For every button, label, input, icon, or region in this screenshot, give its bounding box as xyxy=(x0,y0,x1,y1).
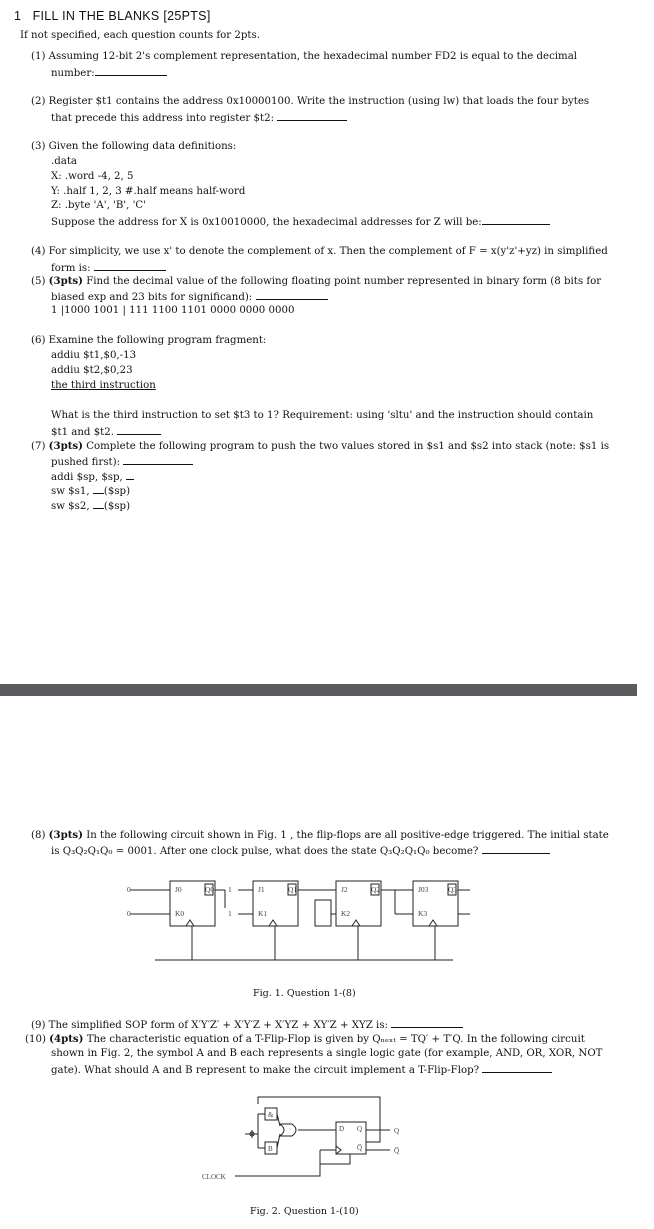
q5-line1: (5) (3pts) Find the decimal value of the following floating point number represented in binary form (8 bits for xyxy=(31,275,602,287)
instructions-text: If not specified, each question counts for 2pts. xyxy=(20,30,260,41)
q8-line2: is Q₃Q₂Q₁Q₀ = 0001. After one clock pulse, what does the state Q₃Q₂Q₁Q₀ become? xyxy=(51,844,550,858)
q7-blank-b[interactable] xyxy=(93,484,104,494)
ff1-k-label: K1 xyxy=(258,909,268,918)
t-flip-flop-diagram xyxy=(200,1094,410,1194)
q4-answer-blank[interactable] xyxy=(94,261,166,271)
q8-points: (3pts) xyxy=(48,829,83,841)
section-number: 1 xyxy=(14,9,22,23)
q10-answer-blank[interactable] xyxy=(482,1063,552,1073)
q2-line1: (2) Register $t1 contains the address 0x10000100. Write the instruction (using lw) that loads the four bytes xyxy=(31,96,590,107)
q6-code-1: addiu $t2,$0,23 xyxy=(51,365,133,376)
q7-line2: pushed first): xyxy=(51,455,193,469)
page-separator-edge xyxy=(637,684,654,696)
figure-1-caption: Fig. 1. Question 1-(8) xyxy=(253,988,356,999)
q5-answer-blank[interactable] xyxy=(256,290,328,300)
ff2-j-label: J2 xyxy=(341,885,348,894)
ff2-q-label: Q2 xyxy=(371,885,381,894)
ff0-k-label: K0 xyxy=(175,909,185,918)
q8-answer-blank[interactable] xyxy=(482,844,550,854)
q8-line1: (8) (3pts) In the following circuit shown in Fig. 1 , the flip-flops are all positive-edge triggered. The initial state xyxy=(31,829,609,841)
ff3-j-label: J03 xyxy=(418,885,429,894)
q1-line2: number: xyxy=(51,66,167,80)
clock-label: CLOCK xyxy=(202,1173,226,1181)
gate-a-label: & xyxy=(268,1111,274,1119)
q6-line-a: What is the third instruction to set $t3 to 1? Requirement: using 'sltu' and the instruction should contain xyxy=(51,410,594,421)
d-input-label: D xyxy=(339,1125,345,1133)
q1-line1: (1) Assuming 12-bit 2's complement representation, the hexadecimal number FD2 is equal to the decimal xyxy=(31,51,578,62)
q7-code1: addi $sp, $sp, xyxy=(51,470,134,484)
q6-code-0: addiu $t1,$0,-13 xyxy=(51,350,137,361)
gate-b-label: B xyxy=(268,1145,273,1153)
q2-line2: that precede this address into register $t2: xyxy=(51,111,347,125)
qbar-output-label: Q̅ xyxy=(357,1144,363,1152)
q2-answer-blank[interactable] xyxy=(277,111,347,121)
section-title: FILL IN THE BLANKS [25PTS] xyxy=(32,9,211,23)
out-qbar-label: Q̅ xyxy=(394,1147,400,1155)
q-output-label: Q xyxy=(357,1125,363,1133)
q7-code2: sw $s1, ($sp) xyxy=(51,486,131,497)
ff1-q-label: Q1 xyxy=(288,885,298,894)
q3-code-0: .data xyxy=(51,156,78,167)
q7-blank-a[interactable] xyxy=(126,470,134,480)
q7-line1: (7) (3pts) Complete the following program to push the two values stored in $s1 and $s2 into stack (note: $s1 is xyxy=(31,440,610,452)
q3-line-last: Suppose the address for X is 0x10010000, the hexadecimal addresses for Z will be: xyxy=(51,215,550,229)
q3-code-1: X: .word -4, 2, 5 xyxy=(51,171,134,182)
q7-answer-blank[interactable] xyxy=(123,455,193,465)
ff3-q-label: Q3 xyxy=(448,885,458,894)
q10-points: (4pts) xyxy=(49,1033,84,1045)
q10-line2: shown in Fig. 2, the symbol A and B each represents a single logic gate (for example, AND, OR, XOR, NOT xyxy=(51,1048,603,1059)
q1-answer-blank[interactable] xyxy=(95,66,167,76)
ff1-j-label: J1 xyxy=(258,885,265,894)
out-q-label: Q xyxy=(394,1127,400,1135)
q7-points: (3pts) xyxy=(48,440,83,452)
input-1-a: 1 xyxy=(228,885,232,894)
q6-answer-blank[interactable] xyxy=(117,425,161,435)
q6-line-b: $t1 and $t2. xyxy=(51,425,161,439)
q9-line1: (9) The simplified SOP form of X′Y′Z′ + X′Y′Z + X′YZ + XY′Z + XYZ is: xyxy=(31,1018,463,1032)
q5-binary: 1 |1000 1001 | 111 1100 1101 0000 0000 0000 xyxy=(51,305,295,316)
figure-2-caption: Fig. 2. Question 1-(10) xyxy=(250,1206,359,1217)
input-1-b: 1 xyxy=(228,909,232,918)
q7-blank-c[interactable] xyxy=(93,499,104,509)
page-separator xyxy=(0,684,637,696)
q5-points: (3pts) xyxy=(48,275,83,287)
q6-line1: (6) Examine the following program fragment: xyxy=(31,335,267,346)
figure-1-circuit xyxy=(120,878,480,972)
q10-line1: (10) (4pts) The characteristic equation of a T-Flip-Flop is given by Qₙₑₓₜ = TQ′ + T′Q. In the following circuit xyxy=(25,1033,585,1045)
q9-answer-blank[interactable] xyxy=(391,1018,463,1028)
ff0-j-label: J0 xyxy=(175,885,182,894)
q4-line2: form is: xyxy=(51,261,166,275)
q7-code3: sw $s2, ($sp) xyxy=(51,501,131,512)
q10-line3: gate). What should A and B represent to make the circuit implement a T-Flip-Flop? xyxy=(51,1063,552,1077)
ff0-q-label: Q0 xyxy=(205,885,215,894)
input-0-a: 0 xyxy=(127,885,131,894)
figure-2-circuit xyxy=(200,1094,410,1194)
q3-answer-blank[interactable] xyxy=(482,215,550,225)
input-0-b: 0 xyxy=(127,909,131,918)
q3-code-2: Y: .half 1, 2, 3 #.half means half-word xyxy=(51,186,246,197)
q4-line1: (4) For simplicity, we use x' to denote the complement of x. Then the complement of F = x(y'z'+yz) in simplified xyxy=(31,246,608,257)
q5-line2: biased exp and 23 bits for significand): xyxy=(51,290,328,304)
flip-flop-chain-diagram xyxy=(120,878,480,972)
q3-line1: (3) Given the following data definitions: xyxy=(31,141,237,152)
section-heading xyxy=(14,9,211,23)
q3-code-3: Z: .byte 'A', 'B', 'C' xyxy=(51,200,147,211)
ff2-k-label: K2 xyxy=(341,909,351,918)
page-bottom xyxy=(0,696,654,1229)
ff3-k-label: K3 xyxy=(418,909,428,918)
q6-code-2: the third instruction xyxy=(51,380,156,391)
